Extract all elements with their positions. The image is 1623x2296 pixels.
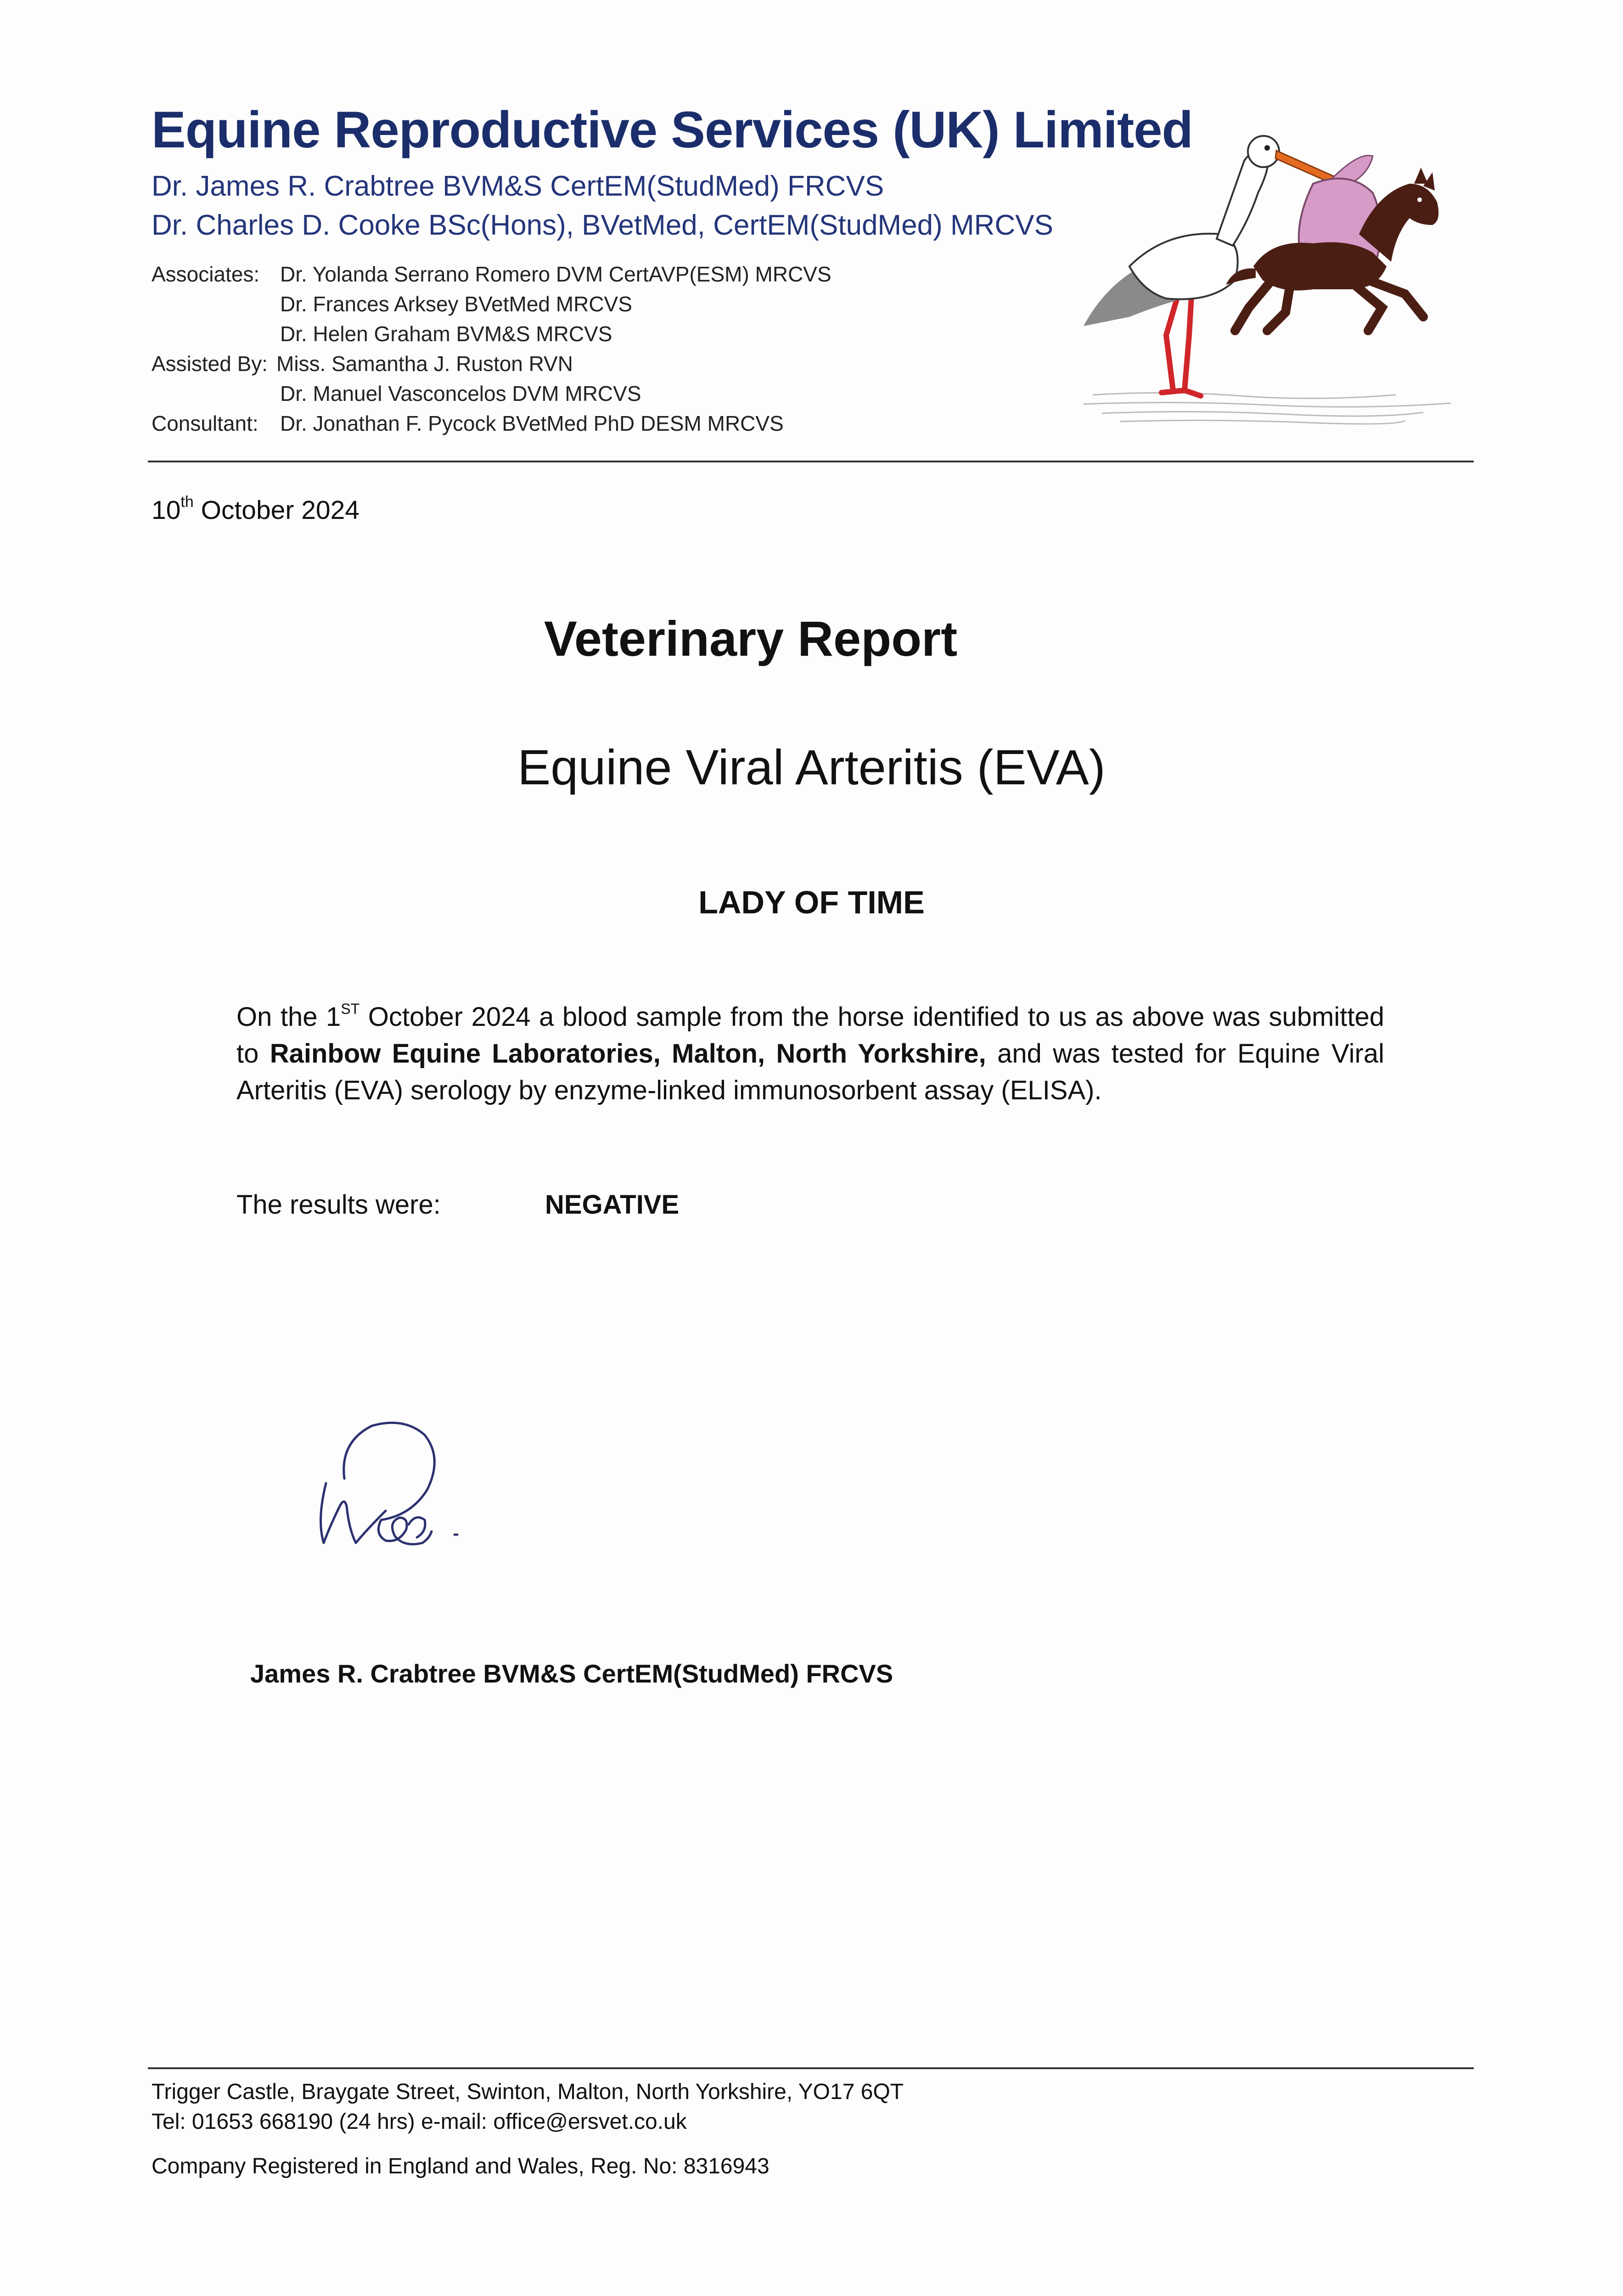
staff-name: Dr. Frances Arksey BVetMed MRCVS	[280, 292, 632, 316]
report-body	[236, 999, 1384, 1109]
staff-row	[152, 321, 612, 346]
staff-row	[152, 351, 573, 376]
stork-foal-logo	[1074, 115, 1478, 436]
body-part2: and was tested for Equine Viral Arteritis (EVA) serology by enzyme-linked immunosorbent assay (ELISA).	[236, 1039, 1384, 1105]
header-divider	[148, 461, 1474, 462]
staff-name: Miss. Samantha J. Ruston RVN	[276, 352, 573, 376]
staff-role: Consultant:	[152, 411, 258, 435]
signature	[312, 1414, 477, 1561]
date-suffix: th	[180, 493, 194, 511]
staff-name: Dr. Helen Graham BVM&S MRCVS	[280, 322, 612, 346]
body-day-suffix: ST	[341, 1001, 360, 1017]
partner-1: Dr. James R. Crabtree BVM&S CertEM(StudMed) FRCVS	[152, 170, 884, 202]
body-intro: On the 1	[236, 1002, 341, 1032]
staff-name: Dr. Jonathan F. Pycock BVetMed PhD DESM MRCVS	[280, 411, 784, 435]
footer-registration: Company Registered in England and Wales, Reg. No: 8316943	[152, 2154, 769, 2178]
staff-name: Dr. Manuel Vasconcelos DVM MRCVS	[280, 382, 641, 405]
results-label: The results were:	[236, 1190, 441, 1220]
date-day: 10	[152, 495, 181, 525]
staff-row	[152, 262, 831, 287]
body-part1: October 2024 a blood sample from the horse identified to us as above was submitted to	[236, 1002, 1384, 1069]
report-title: Veterinary Report	[544, 611, 958, 666]
staff-row	[152, 411, 784, 436]
lab-name: Rainbow Equine Laboratories, Malton, North Yorkshire,	[270, 1039, 986, 1069]
horse-name: LADY OF TIME	[698, 884, 925, 920]
staff-role: Assisted By:	[152, 352, 268, 376]
signatory-name: James R. Crabtree BVM&S CertEM(StudMed) FRCVS	[250, 1659, 893, 1688]
date-rest: October 2024	[193, 495, 359, 525]
staff-role: Associates:	[152, 262, 260, 286]
footer-divider	[148, 2067, 1474, 2069]
report-subject: Equine Viral Arteritis (EVA)	[517, 739, 1106, 795]
staff-name: Dr. Yolanda Serrano Romero DVM CertAVP(ESM) MRCVS	[280, 262, 831, 286]
report-date	[152, 495, 359, 525]
staff-row	[152, 292, 632, 316]
staff-row	[152, 381, 641, 406]
company-name: Equine Reproductive Services (UK) Limited	[152, 101, 1193, 158]
footer-address: Trigger Castle, Braygate Street, Swinton, Malton, North Yorkshire, YO17 6QT	[152, 2080, 904, 2104]
partner-2: Dr. Charles D. Cooke BSc(Hons), BVetMed, CertEM(StudMed) MRCVS	[152, 209, 1053, 241]
footer-contact: Tel: 01653 668190 (24 hrs) e-mail: office@ersvet.co.uk	[152, 2110, 687, 2134]
results-value: NEGATIVE	[545, 1190, 680, 1220]
